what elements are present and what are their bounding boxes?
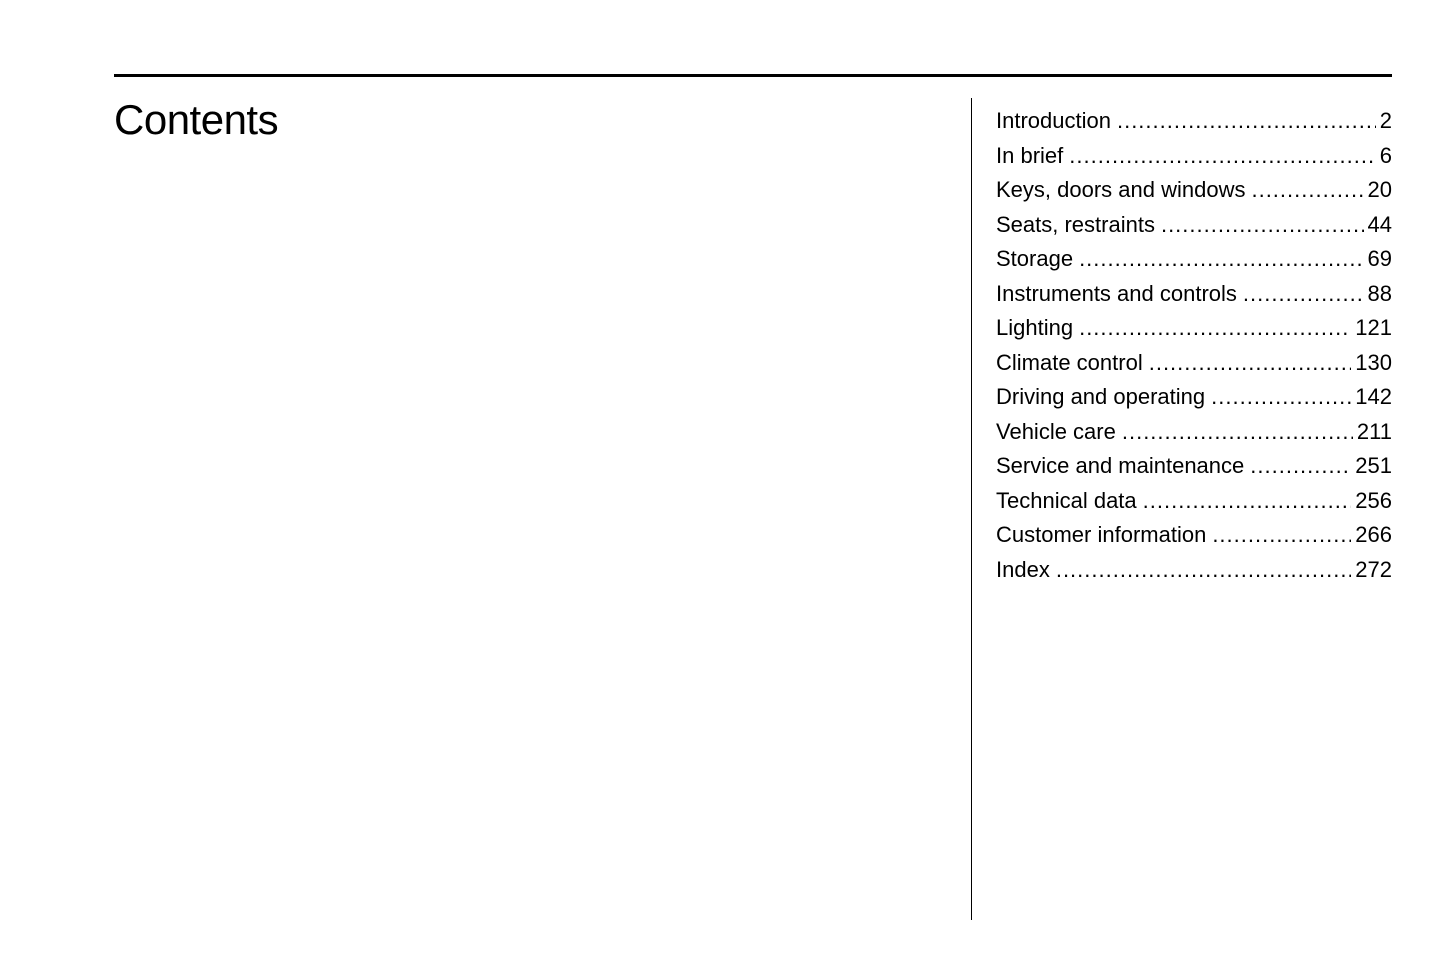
dot-leader bbox=[1251, 173, 1363, 208]
toc-entry-driving-operating[interactable] bbox=[996, 380, 1392, 415]
toc-entry-page: 272 bbox=[1355, 556, 1392, 582]
toc-entry-label: Index bbox=[996, 556, 1050, 582]
toc-entry-climate-control[interactable] bbox=[996, 346, 1392, 381]
toc-entry-page: 20 bbox=[1367, 177, 1392, 202]
toc-entry-label: Climate control bbox=[996, 349, 1143, 375]
dot-leader bbox=[1079, 311, 1351, 346]
dot-leader bbox=[1143, 484, 1352, 519]
toc-entry-label: Lighting bbox=[996, 315, 1074, 340]
toc-entry-label: Service and maintenance bbox=[996, 453, 1245, 478]
toc-entry-page: 121 bbox=[1355, 315, 1392, 340]
toc-entry-page: 266 bbox=[1355, 522, 1392, 547]
toc-entry-lighting[interactable] bbox=[996, 311, 1392, 346]
toc-entry-introduction[interactable] bbox=[996, 104, 1392, 139]
dot-leader bbox=[1161, 208, 1364, 243]
toc-entry-seats-restraints[interactable] bbox=[996, 208, 1392, 243]
toc-entry-label: Vehicle care bbox=[996, 418, 1116, 444]
toc-entry-instruments-controls[interactable] bbox=[996, 277, 1392, 312]
toc-entry-in-brief[interactable] bbox=[996, 139, 1392, 174]
dot-leader bbox=[1122, 415, 1353, 450]
toc-entry-label: Technical data bbox=[996, 487, 1137, 513]
dot-leader bbox=[1250, 449, 1351, 484]
toc-entry-page: 256 bbox=[1355, 487, 1392, 513]
header-rule bbox=[114, 74, 1392, 77]
toc-entry-page: 142 bbox=[1355, 384, 1392, 409]
toc-entry-page: 44 bbox=[1367, 211, 1392, 237]
toc-entry-storage[interactable] bbox=[996, 242, 1392, 277]
toc-entry-vehicle-care[interactable] bbox=[996, 415, 1392, 450]
column-divider bbox=[971, 98, 972, 920]
toc-entry-technical-data[interactable] bbox=[996, 484, 1392, 519]
toc-entry-keys-doors-windows[interactable] bbox=[996, 173, 1392, 208]
toc-entry-page: 6 bbox=[1379, 142, 1392, 168]
toc-entry-page: 2 bbox=[1379, 108, 1392, 133]
toc-entry-label: Customer information bbox=[996, 522, 1207, 547]
table-of-contents bbox=[996, 104, 1392, 587]
dot-leader bbox=[1243, 277, 1364, 312]
toc-entry-label: Storage bbox=[996, 246, 1074, 271]
toc-entry-customer-information[interactable] bbox=[996, 518, 1392, 553]
dot-leader bbox=[1211, 380, 1351, 415]
dot-leader bbox=[1056, 553, 1351, 588]
toc-entry-label: In brief bbox=[996, 142, 1064, 168]
toc-entry-label: Instruments and controls bbox=[996, 280, 1237, 306]
toc-entry-index[interactable] bbox=[996, 553, 1392, 588]
toc-entry-page: 211 bbox=[1356, 418, 1392, 444]
dot-leader bbox=[1117, 104, 1376, 139]
page-title: Contents bbox=[114, 96, 279, 143]
dot-leader bbox=[1069, 139, 1375, 174]
dot-leader bbox=[1149, 346, 1352, 381]
toc-entry-page: 88 bbox=[1367, 280, 1392, 306]
toc-entry-service-maintenance[interactable] bbox=[996, 449, 1392, 484]
toc-entry-page: 69 bbox=[1367, 246, 1392, 271]
toc-entry-label: Driving and operating bbox=[996, 384, 1206, 409]
toc-entry-label: Keys, doors and windows bbox=[996, 177, 1246, 202]
dot-leader bbox=[1079, 242, 1363, 277]
toc-entry-page: 251 bbox=[1355, 453, 1392, 478]
toc-entry-label: Seats, restraints bbox=[996, 211, 1155, 237]
toc-entry-page: 130 bbox=[1355, 349, 1392, 375]
dot-leader bbox=[1212, 518, 1351, 553]
toc-entry-label: Introduction bbox=[996, 108, 1111, 133]
